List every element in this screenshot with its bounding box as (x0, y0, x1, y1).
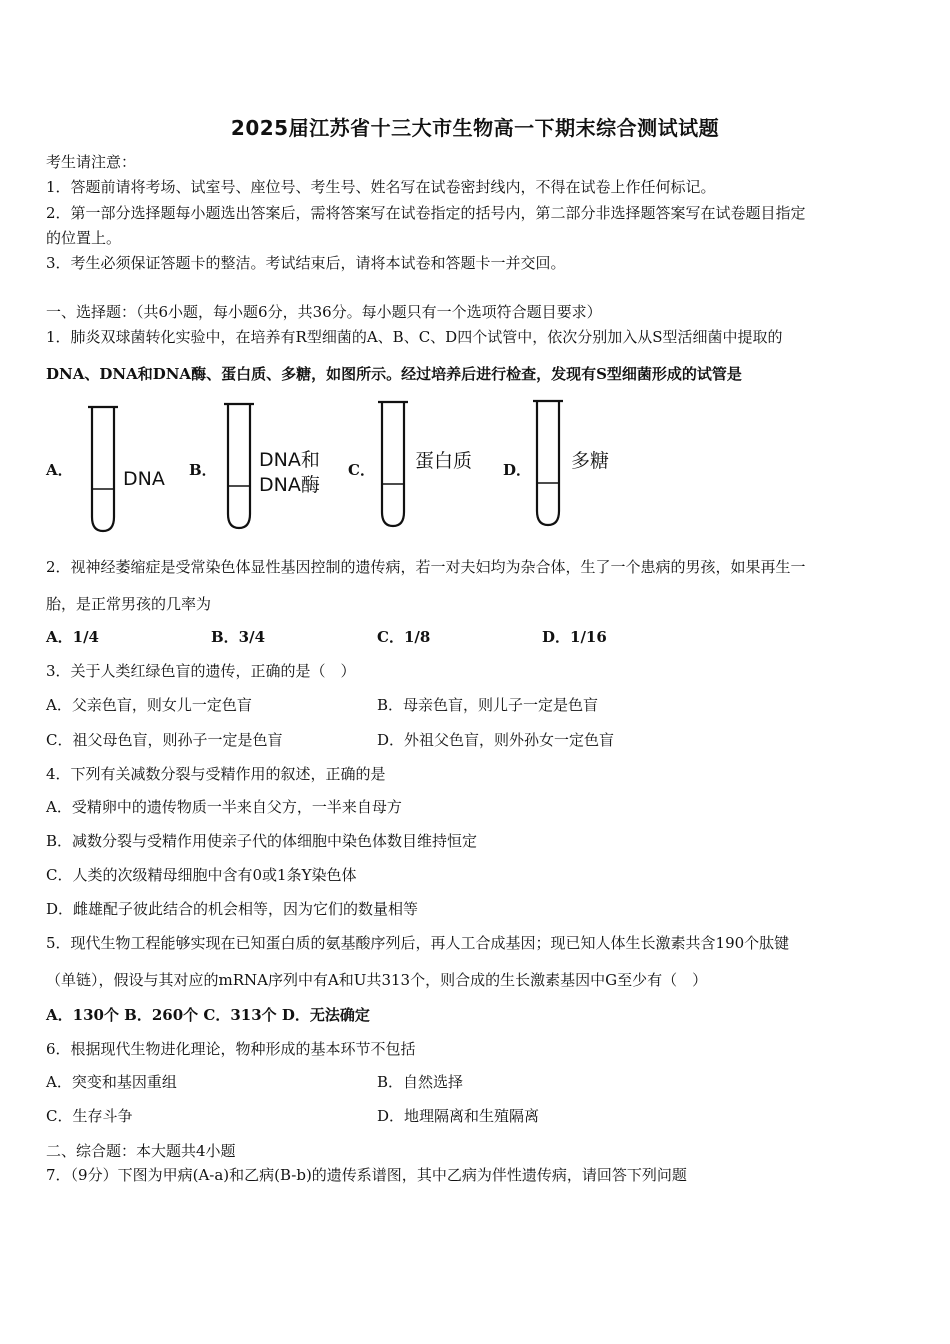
q5-options: A．130个 B．260个 C．313个 D．无法确定 (46, 1006, 370, 1024)
q2-option-b: B．3/4 (211, 628, 266, 646)
q6-option-c: C．生存斗争 (46, 1107, 133, 1125)
tube-b-content-line2: DNA酶 (259, 474, 320, 496)
tube-a-label: A． (46, 461, 73, 479)
q3-option-c: C．祖父母色盲，则孙子一定是色盲 (46, 731, 283, 749)
q2-option-d: D．1/16 (542, 628, 607, 646)
q4-option-b: B．减数分裂与受精作用使亲子代的体细胞中染色体数目维持恒定 (46, 832, 478, 850)
notice-heading: 考生请注意： (46, 153, 137, 171)
q2-stem-line2: 胎，是正常男孩的几率为 (46, 595, 212, 613)
tube-d-icon (531, 399, 565, 527)
tube-d-content: 多糖 (571, 450, 610, 472)
q6-option-b: B．自然选择 (377, 1073, 464, 1091)
q4-option-a: A．受精卵中的遗传物质一半来自父方，一半来自母方 (46, 798, 402, 816)
q5-stem-line2: （单链），假设与其对应的mRNA序列中有A和U共313个，则合成的生长激素基因中G至少有（ ） (46, 971, 708, 989)
q3-option-a: A．父亲色盲，则女儿一定色盲 (46, 696, 252, 714)
notice-item-2-cont: 的位置上。 (46, 229, 122, 247)
q3-option-d: D．外祖父色盲，则外孙女一定色盲 (377, 731, 615, 749)
tube-b-icon (222, 402, 256, 530)
q2-option-a: A．1/4 (46, 628, 99, 646)
notice-item-3: 3．考生必须保证答题卡的整洁。考试结束后，请将本试卷和答题卡一并交回。 (46, 254, 566, 272)
q3-option-b: B．母亲色盲，则儿子一定是色盲 (377, 696, 599, 714)
q4-option-d: D．雌雄配子彼此结合的机会相等，因为它们的数量相等 (46, 900, 419, 918)
q6-option-a: A．突变和基因重组 (46, 1073, 177, 1091)
q2-stem-line1: 2．视神经萎缩症是受常染色体显性基因控制的遗传病，若一对夫妇均为杂合体，生了一个患病的男孩，如果再生一 (46, 558, 806, 576)
tube-a-icon (86, 405, 120, 533)
tube-d-label: D． (503, 461, 532, 479)
notice-item-2: 2．第一部分选择题每小题选出答案后，需将答案写在试卷指定的括号内，第二部分非选择题答案写在试卷题目指定 (46, 204, 806, 222)
q4-option-c: C．人类的次级精母细胞中含有0或1条Y染色体 (46, 866, 357, 884)
q6-stem: 6．根据现代生物进化理论，物种形成的基本环节不包括 (46, 1040, 416, 1058)
tube-b-content-line1: DNA和 (259, 449, 320, 471)
tube-a-content: DNA (123, 468, 165, 490)
tube-b-label: B． (189, 461, 217, 479)
notice-item-1: 1．答题前请将考场、试室号、座位号、考生号、姓名写在试卷密封线内，不得在试卷上作任何标记。 (46, 178, 716, 196)
page-title: 2025届江苏省十三大市生物高一下期末综合测试试题 (230, 116, 720, 140)
tube-c-content: 蛋白质 (415, 450, 473, 472)
q3-stem: 3．关于人类红绿色盲的遗传，正确的是（ ） (46, 662, 356, 680)
q4-stem: 4．下列有关减数分裂与受精作用的叙述，正确的是 (46, 765, 386, 783)
q1-stem-line2: DNA、DNA和DNA酶、蛋白质、多糖，如图所示。经过培养后进行检查，发现有S型细菌形成的试管是 (46, 365, 742, 383)
q1-test-tube-figure (0, 395, 950, 545)
q6-option-d: D．地理隔离和生殖隔离 (377, 1107, 540, 1125)
tube-c-icon (376, 400, 410, 528)
q1-stem-line1: 1．肺炎双球菌转化实验中，在培养有R型细菌的A、B、C、D四个试管中，依次分别加入从S型活细菌中提取的 (46, 328, 783, 346)
q5-stem-line1: 5．现代生物工程能够实现在已知蛋白质的氨基酸序列后，再人工合成基因；现已知人体生长激素共含190个肽键 (46, 934, 790, 952)
q2-option-c: C．1/8 (377, 628, 431, 646)
section2-heading: 二、综合题：本大题共4小题 (46, 1142, 236, 1160)
section1-heading: 一、选择题：（共6小题，每小题6分，共36分。每小题只有一个选项符合题目要求） (46, 303, 602, 321)
tube-c-label: C． (348, 461, 375, 479)
q7-stem: 7．（9分）下图为甲病(A-a)和乙病(B-b)的遗传系谱图，其中乙病为伴性遗传病，请回答下列问题 (46, 1166, 687, 1184)
